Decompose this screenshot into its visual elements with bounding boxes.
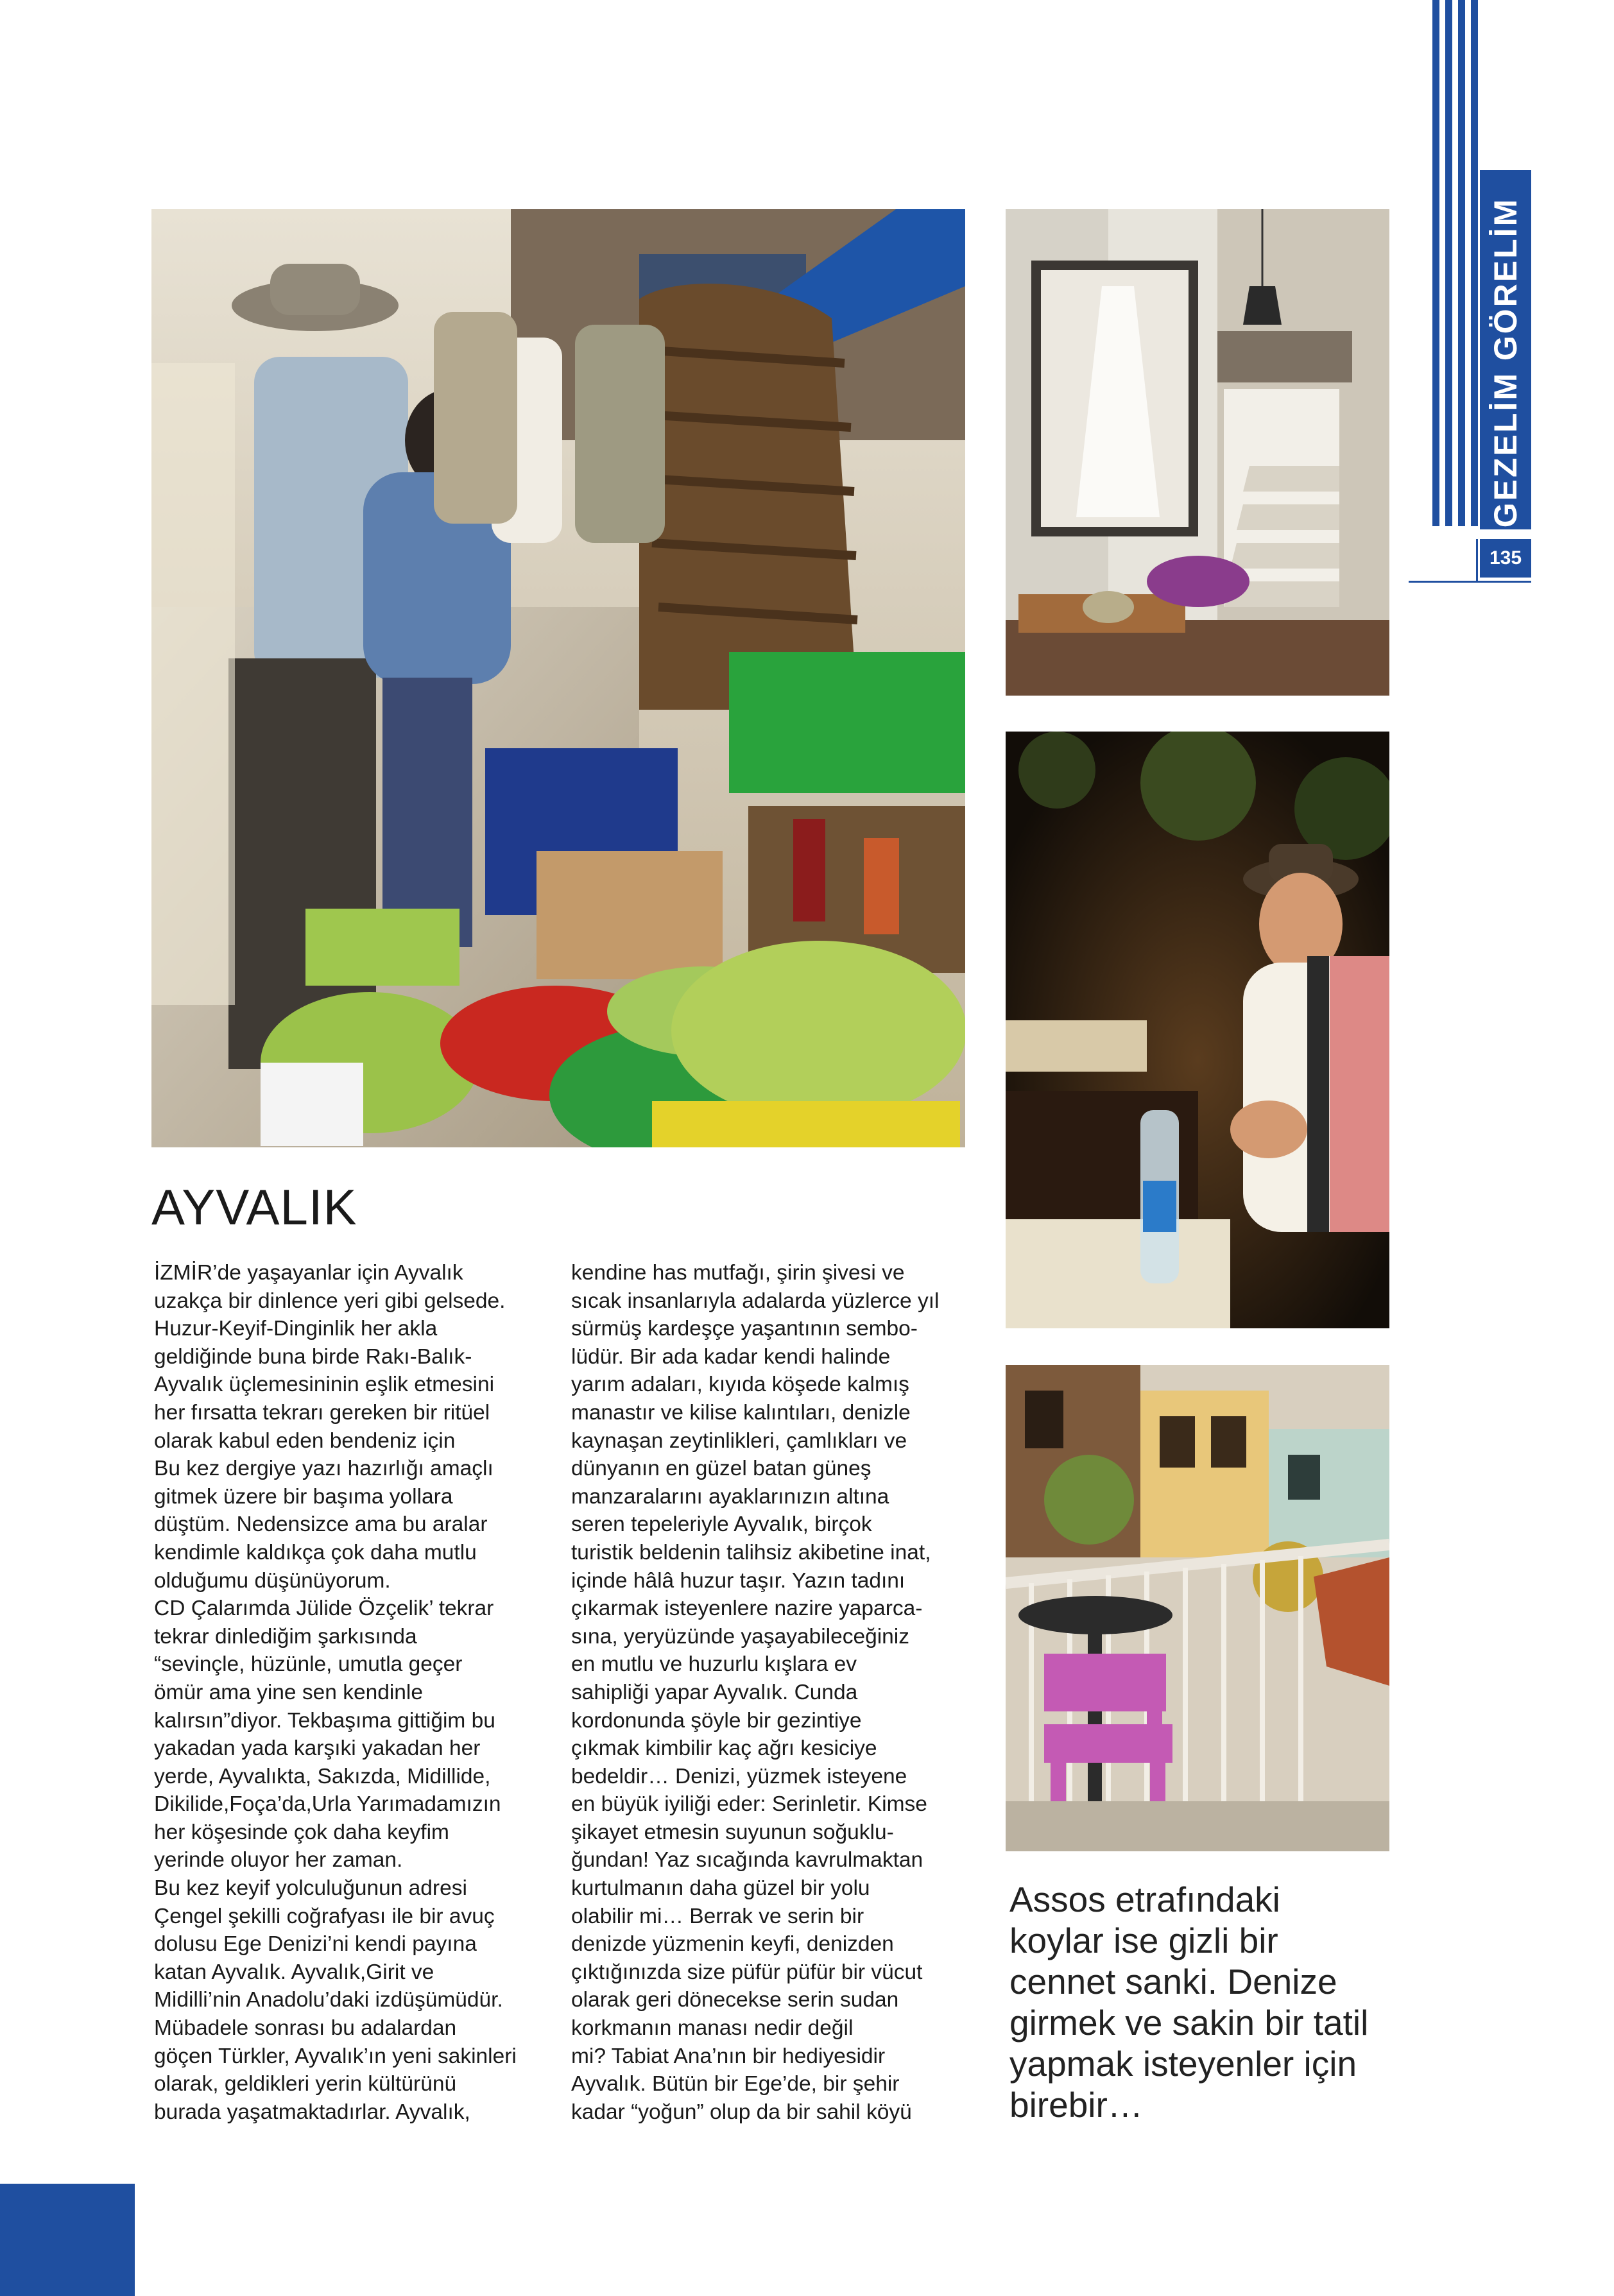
text-line: yerinde oluyor her zaman.	[154, 1848, 403, 1872]
text-line: burada yaşatmaktadırlar. Ayvalık,	[154, 2100, 470, 2124]
text-line: sına, yeryüzünde yaşayabileceğiniz	[571, 1624, 910, 1649]
balcony-photo	[1006, 1365, 1389, 1851]
caption-line: cennet sanki. Denize	[1009, 1962, 1337, 2001]
text-line: en mutlu ve huzurlu kışlara ev	[571, 1652, 857, 1677]
text-line: tekrar dinlediğim şarkısında	[154, 1624, 417, 1649]
text-line: çıkarmak isteyenlere nazire yaparca-	[571, 1597, 923, 1621]
text-line: olarak kabul eden bendeniz için	[154, 1428, 456, 1453]
text-line: kadar “yoğun” olup da bir sahil köyü	[571, 2100, 912, 2124]
text-line: sürmüş kardeşçe yaşantının sembo-	[571, 1317, 918, 1341]
text-line: en büyük iyiliği eder: Serinletir. Kimse	[571, 1792, 927, 1817]
text-line: dolusu Ege Denizi’ni kendi payına	[154, 1932, 477, 1957]
text-line: Huzur-Keyif-Dinginlik her akla	[154, 1317, 438, 1341]
accordion-player-photo	[1006, 732, 1389, 1328]
text-line: ömür ama yine sen kendinle	[154, 1680, 423, 1704]
caption-line: koylar ise gizli bir	[1009, 1921, 1278, 1960]
page-number-rule	[1409, 581, 1531, 583]
text-line: yakadan yada karşıki yakadan her	[154, 1736, 481, 1761]
text-line: düştüm. Nedensizce ama bu aralar	[154, 1512, 488, 1537]
text-line: şikayet etmesin suyunun soğuklu-	[571, 1820, 894, 1844]
page-number-rule-vertical	[1476, 539, 1478, 583]
text-line: Bu kez dergiye yazı hazırlığı amaçlı	[154, 1457, 494, 1481]
text-line: olabilir mi… Berrak ve serin bir	[571, 1904, 864, 1928]
text-line: katan Ayvalık. Ayvalık,Girit ve	[154, 1960, 434, 1984]
text-line: lüdür. Bir ada kadar kendi halinde	[571, 1344, 891, 1369]
text-line: her köşesinde çok daha keyfim	[154, 1820, 449, 1844]
text-line: Ayvalık üçlemesininin eşlik etmesini	[154, 1373, 495, 1397]
text-line: olarak, geldikleri yerin kültürünü	[154, 2072, 457, 2096]
text-line: kendimle kaldıkça çok daha mutlu	[154, 1540, 477, 1564]
article-title: AYVALIK	[151, 1179, 357, 1235]
text-line: geldiğinde buna birde Rakı-Balık-	[154, 1344, 472, 1369]
caption-line: yapmak isteyenler için	[1009, 2044, 1357, 2084]
market-photo	[151, 209, 965, 1147]
text-line: Dikilide,Foça’da,Urla Yarımadamızın	[154, 1792, 501, 1817]
text-line: çıktığınızda size püfür püfür bir vücut	[571, 1960, 923, 1984]
text-line: “sevinçle, hüzünle, umutla geçer	[154, 1652, 463, 1677]
text-line: ğundan! Yaz sıcağında kavrulmaktan	[571, 1848, 923, 1872]
text-line: göçen Türkler, Ayvalık’ın yeni sakinleri	[154, 2044, 517, 2068]
text-line: Çengel şekilli coğrafyası ile bir avuç	[154, 1904, 495, 1928]
text-line: yerde, Ayvalıkta, Sakızda, Midillide,	[154, 1764, 491, 1788]
corner-tab	[0, 2184, 135, 2296]
text-line: yarım adaları, kıyıda köşede kalmış	[571, 1373, 909, 1397]
text-line: sıcak insanlarıyla adalarda yüzlerce yıl	[571, 1289, 940, 1313]
text-line: çıkmak kimbilir kaç ağrı kesiciye	[571, 1736, 877, 1761]
text-line: sahipliği yapar Ayvalık. Cunda	[571, 1680, 858, 1704]
text-line: olduğumu düşünüyorum.	[154, 1568, 391, 1593]
text-line: kaynaşan zeytinlikleri, çamlıkları ve	[571, 1428, 907, 1453]
text-line: gitmek üzere bir başıma yollara	[154, 1484, 453, 1509]
text-line: turistik beldenin talihsiz akibetine inat,	[571, 1540, 931, 1564]
caption-line: Assos etrafındaki	[1009, 1880, 1280, 1919]
text-line: bedeldir… Denizi, yüzmek isteyene	[571, 1764, 907, 1788]
article-column-2	[571, 1259, 956, 2126]
text-line: Mübadele sonrası bu adalardan	[154, 2016, 457, 2041]
caption-line: girmek ve sakin bir tatil	[1009, 2003, 1369, 2043]
text-line: CD Çalarımda Jülide Özçelik’ tekrar	[154, 1597, 494, 1621]
text-line: kordonunda şöyle bir gezintiye	[571, 1708, 862, 1733]
text-line: mi? Tabiat Ana’nın bir hediyesidir	[571, 2044, 886, 2068]
text-line: seren tepeleriyle Ayvalık, birçok	[571, 1512, 872, 1537]
text-line: Bu kez keyif yolculuğunun adresi	[154, 1876, 467, 1901]
section-label: GEZELİM GÖRELİM	[1488, 197, 1524, 528]
text-line: her fırsatta tekrarı gereken bir ritüel	[154, 1400, 490, 1425]
text-line: kalırsın”diyor. Tekbaşıma gittiğim bu	[154, 1708, 495, 1733]
text-line: manastır ve kilise kalıntıları, denizle	[571, 1400, 911, 1425]
text-line: dünyanın en güzel batan güneş	[571, 1457, 871, 1481]
text-line: İZMİR’de yaşayanlar için Ayvalık	[154, 1261, 463, 1285]
text-line: Midilli’nin Anadolu’daki izdüşümüdür.	[154, 1988, 503, 2012]
text-line: korkmanın manası nedir değil	[571, 2016, 854, 2041]
section-tab	[1480, 170, 1531, 529]
photo-caption	[1009, 1879, 1420, 2125]
article-column-1	[154, 1259, 539, 2126]
text-line: denizde yüzmenin keyfi, denizden	[571, 1932, 894, 1957]
page-number: 135	[1480, 539, 1531, 578]
text-line: Ayvalık. Bütün bir Ege’de, bir şehir	[571, 2072, 900, 2096]
text-line: içinde hâlâ huzur taşır. Yazın tadını	[571, 1568, 906, 1593]
text-line: olarak geri dönecekse serin sudan	[571, 1988, 899, 2012]
text-line: kurtulmanın daha güzel bir yolu	[571, 1876, 870, 1901]
text-line: manzaralarını ayaklarınızın altına	[571, 1484, 889, 1509]
text-line: uzakça bir dinlence yeri gibi gelsede.	[154, 1289, 506, 1313]
stairs-photo	[1006, 209, 1389, 696]
caption-line: birebir…	[1009, 2085, 1143, 2125]
text-line: kendine has mutfağı, şirin şivesi ve	[571, 1261, 905, 1285]
